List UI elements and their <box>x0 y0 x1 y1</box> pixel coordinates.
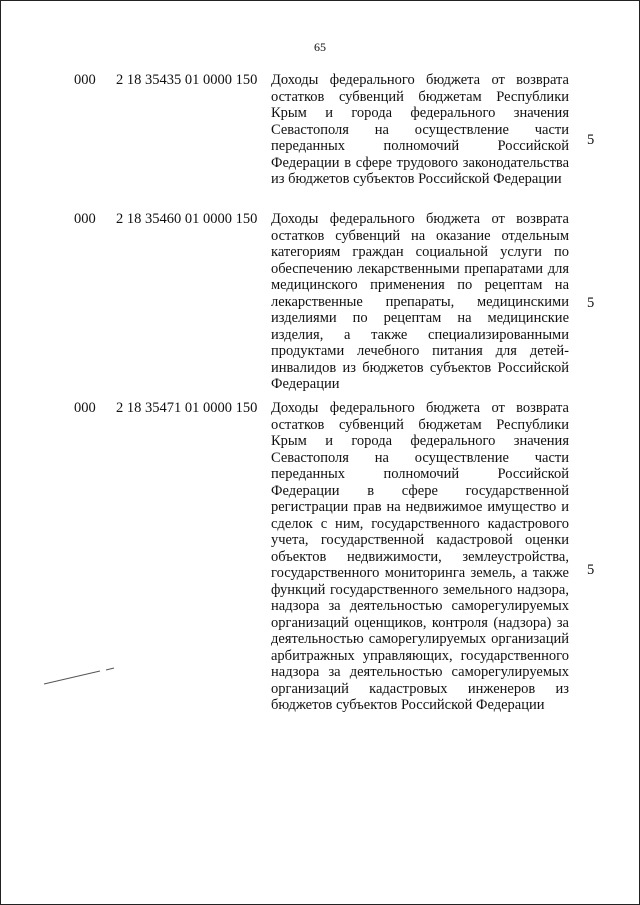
row-amount: 5 <box>587 562 595 578</box>
row-description: Доходы федерального бюджета от возврата остатков субвенций бюджетам Республики Крым и города федерального значения Севастополя на осуществление части переданных полномочий Российской Федерации в сфере трудового законодательства из бюджетов субъектов Российской Федерации <box>271 72 569 187</box>
pen-mark <box>42 660 122 690</box>
row-description: Доходы федерального бюджета от возврата остатков субвенций бюджетам Республики Крым и города федерального значения Севастополя на осуществление части переданных полномочий Российской Федерации в сфере государственной регистрации прав на недвижимое имущество и сделок с ним, государственного кадастрового учета, государственной кадастровой оценки объектов недвижимости, землеустройства, государственного мониторинга земель, а также функций государственного земельного надзора, надзора за деятельностью саморегулируемых организаций оценщиков, контроля (надзора) за деятельностью саморегулируемых организаций арбитражных управляющих, государственного надзора за деятельностью саморегулируемых организаций кадастровых инженеров из бюджетов субъектов Российской Федерации <box>271 400 569 713</box>
kbk-code: 2 18 35471 01 0000 150 <box>116 400 258 416</box>
admin-code: 000 <box>74 400 96 416</box>
admin-code: 000 <box>74 72 96 88</box>
row-amount: 5 <box>587 295 595 311</box>
admin-code: 000 <box>74 211 96 227</box>
kbk-code: 2 18 35435 01 0000 150 <box>116 72 258 88</box>
page-number: 65 <box>314 40 326 54</box>
row-amount: 5 <box>587 132 595 148</box>
kbk-code: 2 18 35460 01 0000 150 <box>116 211 258 227</box>
row-description: Доходы федерального бюджета от возврата остатков субвенций на оказание отдельным категориям граждан социальной услуги по обеспечению лекарственными препаратами для медицинского применения по рецептам на лекарственные препараты, медицинскими изделиями по рецептам на медицинские изделия, а также специализированными продуктами лечебного питания для детей-инвалидов из бюджетов субъектов Российской Федерации <box>271 211 569 392</box>
